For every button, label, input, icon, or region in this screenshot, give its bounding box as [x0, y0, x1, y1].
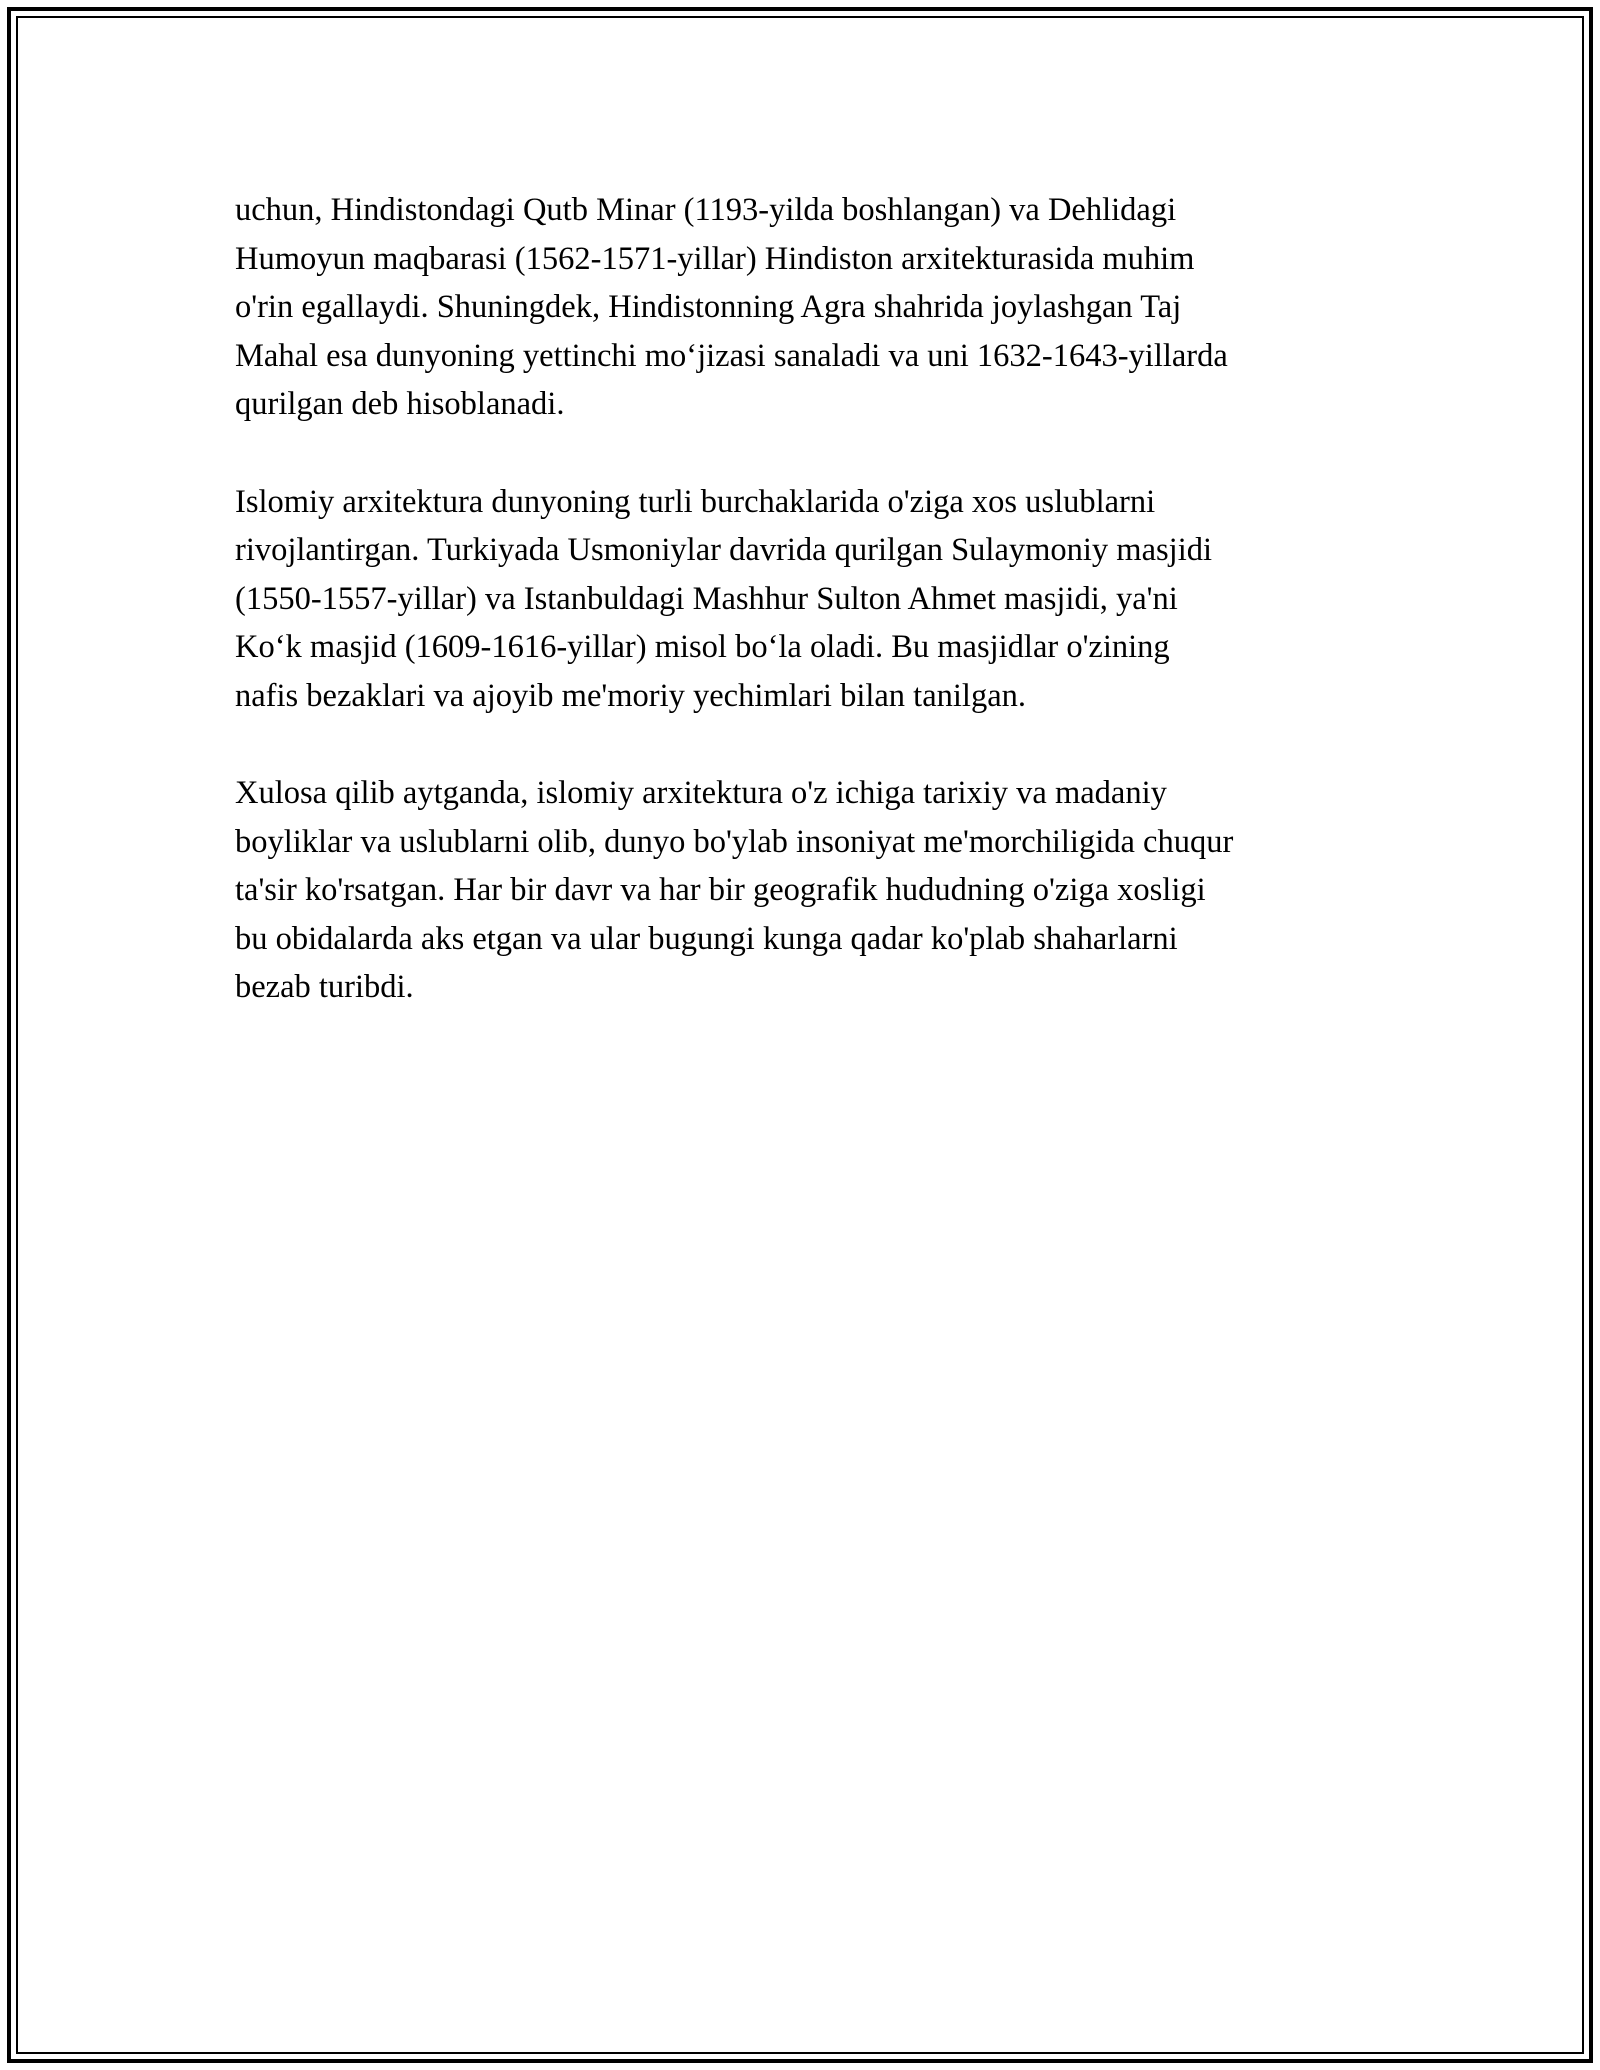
document-body: [235, 186, 1365, 1061]
paragraph-2: Islomiy arxitektura dunyoning turli burchaklarida o'ziga xos uslublarni rivojlantirgan. Turkiyada Usmoniylar davrida qurilgan Sulaymoniy masjidi (1550-1557-yillar) va Istanbuldagi Mashhur Sulton Ahmet masjidi, ya'ni Ko‘k masjid (1609-1616-yillar) misol bo‘la oladi. Bu masjidlar o'zining nafis bezaklari va ajoyib me'moriy yechimlari bilan tanilgan.: [235, 483, 1212, 714]
paragraph-3: Xulosa qilib aytganda, islomiy arxitektura o'z ichiga tarixiy va madaniy boyliklar va uslublarni olib, dunyo bo'ylab insoniyat me'morchiligida chuqur ta'sir ko'rsatgan. Har bir davr va har bir geografik hududning o'ziga xosligi bu obidalarda aks etgan va ular bugungi kunga qadar ko'plab shaharlarni bezab turibdi.: [235, 775, 1234, 1005]
paragraph-1: uchun, Hindistondagi Qutb Minar (1193-yilda boshlangan) va Dehlidagi Humoyun maqbarasi (1562-1571-yillar) Hindiston arxitekturasida muhim o'rin egallaydi. Shuningdek, Hindistonning Agra shahrida joylashgan Taj Mahal esa dunyoning yettinchi mo‘jizasi sanaladi va uni 1632-1643-yillarda qurilgan deb hisoblanadi.: [235, 192, 1228, 422]
